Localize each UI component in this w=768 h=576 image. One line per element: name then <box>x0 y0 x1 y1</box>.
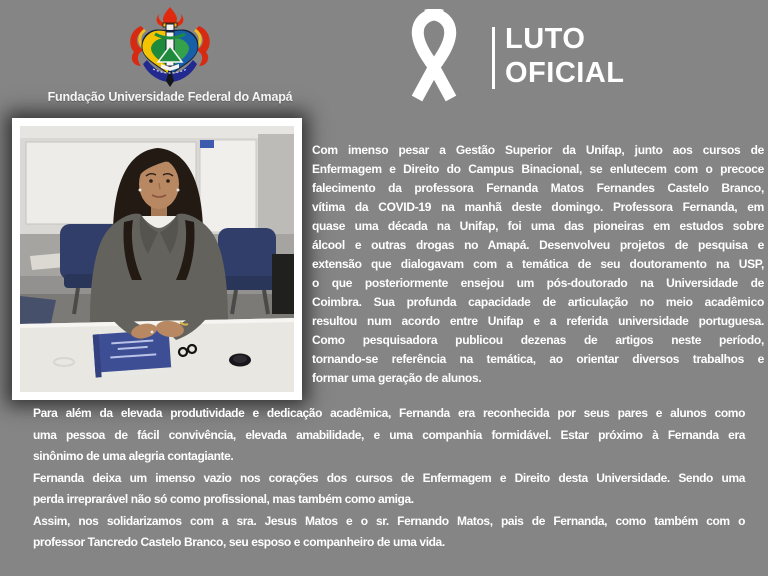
text-line: Assim, nos solidarizamos com a sra. Jesus Matos e o sr. Fernando Matos, pais de Fernanda, como também com o <box>33 513 745 528</box>
university-caption: Fundação Universidade Federal do Amapá <box>47 90 293 104</box>
text-line: Fernanda deixa um imenso vazio nos corações dos cursos de Enfermagem e Direito desta Universidade. Sendo uma <box>33 470 745 485</box>
memorial-text <box>312 141 764 388</box>
mourning-title <box>505 22 625 90</box>
closing-paragraph-2 <box>33 468 745 511</box>
text-line: tornando-se referência na temática, ao orientar diversos trabalhos e <box>312 352 764 366</box>
text-line: uma pessoa de fácil convivência, elevada amabilidade, e uma companhia formidável. Estar próximo à Fernanda era <box>33 427 745 442</box>
text-line: extensão que dialogavam com a temática de seu doutoramento na USP, <box>312 257 764 271</box>
text-line: Coimbra. Sua profunda capacidade de articulação no meio acadêmico <box>312 295 764 309</box>
text-line: o que posteriormente ensejou um pós-doutorado na Universidade de <box>312 276 764 290</box>
closing-text <box>33 403 745 554</box>
text-line: resultou num acordo entre Unifap e a referida universidade portuguesa. <box>312 314 764 328</box>
text-line: professor Tancredo Castelo Branco, seu esposo e companheiro de uma vida. <box>33 535 445 549</box>
text-line: Para além da elevada produtividade e dedicação acadêmica, Fernanda era reconhecida por seus pares e alunos como <box>33 406 745 420</box>
photo-scene <box>20 126 294 392</box>
closing-paragraph-1 <box>33 403 745 468</box>
vertical-divider <box>492 27 495 89</box>
mourning-ribbon-icon <box>406 9 462 106</box>
text-line: álcool e outras drogas no Amapá. Desenvolveu projetos de pesquisa e <box>312 238 764 252</box>
text-line: sinônimo de uma alegria contagiante. <box>33 449 234 463</box>
text-line: quase uma década na Unifap, foi uma das pioneiras em estudos sobre <box>312 219 764 233</box>
text-line: falecimento da professora Fernanda Matos Fernandes Castelo Branco, <box>312 181 764 195</box>
text-line: formar uma geração de alunos. <box>312 371 482 385</box>
text-line: Enfermagem e Direito do Campus Binacional, se enlutecem com o precoce <box>312 162 764 176</box>
closing-paragraph-3 <box>33 511 745 554</box>
text-line: Como pesquisadora publicou dezenas de artigos neste período, <box>312 333 764 347</box>
mourning-title-line1: LUTO <box>505 23 586 55</box>
text-line: vítima da COVID-19 na manhã deste domingo. Professora Fernanda, em <box>312 200 764 214</box>
text-line: Com imenso pesar a Gestão Superior da Unifap, junto aos cursos de <box>312 143 764 157</box>
text-line: perda irreprarável não só como profissional, mas também como amiga. <box>33 492 414 506</box>
memorial-photo <box>12 118 302 400</box>
mourning-title-line2: OFICIAL <box>505 57 625 89</box>
unifap-coat-of-arms-icon <box>125 6 215 88</box>
